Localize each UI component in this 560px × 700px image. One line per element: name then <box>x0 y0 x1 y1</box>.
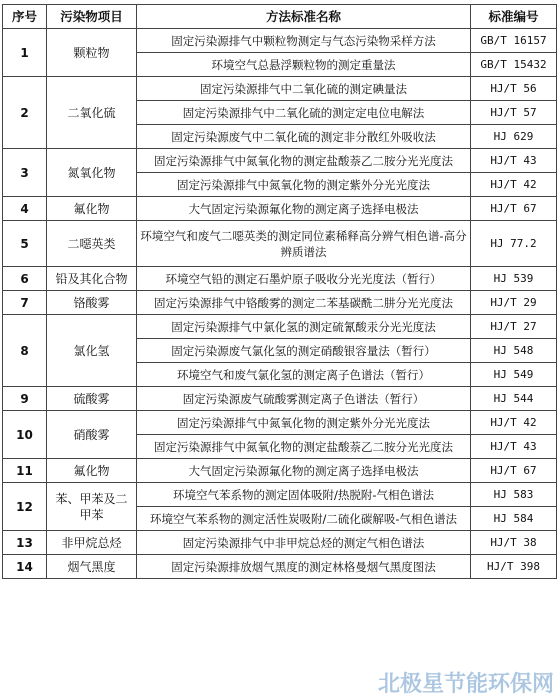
pollutant-cell: 硫酸雾 <box>47 387 137 411</box>
code-cell: HJ/T 67 <box>471 459 557 483</box>
method-cell: 固定污染源排气中氮氧化物的测定盐酸萘乙二胺分光光度法 <box>137 149 471 173</box>
code-cell: HJ 629 <box>471 125 557 149</box>
code-cell: HJ/T 43 <box>471 435 557 459</box>
watermark-logo: 北极星节能环保网 <box>377 672 554 697</box>
code-cell: HJ/T 38 <box>471 531 557 555</box>
pollutant-cell: 烟气黑度 <box>47 555 137 579</box>
row-number: 4 <box>3 197 47 221</box>
method-cell: 固定污染源排气中氮氧化物的测定紫外分光光度法 <box>137 411 471 435</box>
code-cell: HJ/T 42 <box>471 173 557 197</box>
method-cell: 固定污染源排气中氯化氢的测定硫氰酸汞分光光度法 <box>137 315 471 339</box>
pollutant-cell: 氟化物 <box>47 459 137 483</box>
table-row <box>3 411 557 435</box>
pollutant-cell: 硝酸雾 <box>47 411 137 459</box>
pollutant-cell: 颗粒物 <box>47 29 137 77</box>
row-number: 8 <box>3 315 47 387</box>
pollutant-cell: 非甲烷总烃 <box>47 531 137 555</box>
method-cell: 固定污染源废气氯化氢的测定硝酸银容量法（暂行） <box>137 339 471 363</box>
table-row <box>3 387 557 411</box>
table-row <box>3 555 557 579</box>
code-cell: HJ/T 43 <box>471 149 557 173</box>
method-cell: 固定污染源废气中二氧化硫的测定非分散红外吸收法 <box>137 125 471 149</box>
row-number: 11 <box>3 459 47 483</box>
method-cell: 固定污染源排气中铬酸雾的测定二苯基碳酰二肼分光光度法 <box>137 291 471 315</box>
row-number: 10 <box>3 411 47 459</box>
table-header-row <box>3 5 557 29</box>
pollutant-cell: 氟化物 <box>47 197 137 221</box>
row-number: 3 <box>3 149 47 197</box>
table-row <box>3 221 557 267</box>
code-cell: HJ 544 <box>471 387 557 411</box>
header-method: 方法标准名称 <box>137 5 471 29</box>
row-number: 6 <box>3 267 47 291</box>
code-cell: HJ/T 398 <box>471 555 557 579</box>
table-row <box>3 149 557 173</box>
pollutant-cell: 氮氧化物 <box>47 149 137 197</box>
table-row <box>3 459 557 483</box>
method-cell: 环境空气和废气二噁英类的测定同位素稀释高分辨气相色谱-高分辨质谱法 <box>137 221 471 267</box>
row-number: 1 <box>3 29 47 77</box>
table-row <box>3 483 557 507</box>
row-number: 12 <box>3 483 47 531</box>
code-cell: HJ 549 <box>471 363 557 387</box>
method-cell: 大气固定污染源氟化物的测定离子选择电极法 <box>137 459 471 483</box>
pollutant-cell: 二氧化硫 <box>47 77 137 149</box>
row-number: 14 <box>3 555 47 579</box>
header-pollutant: 污染物项目 <box>47 5 137 29</box>
table-row <box>3 267 557 291</box>
method-cell: 环境空气苯系物的测定活性炭吸附/二硫化碳解吸-气相色谱法 <box>137 507 471 531</box>
code-cell: HJ/T 42 <box>471 411 557 435</box>
method-cell: 固定污染源废气硫酸雾测定离子色谱法（暂行） <box>137 387 471 411</box>
method-cell: 环境空气和废气氯化氢的测定离子色谱法（暂行） <box>137 363 471 387</box>
code-cell: HJ 539 <box>471 267 557 291</box>
method-cell: 大气固定污染源氟化物的测定离子选择电极法 <box>137 197 471 221</box>
code-cell: HJ/T 56 <box>471 77 557 101</box>
code-cell: HJ 583 <box>471 483 557 507</box>
method-cell: 环境空气苯系物的测定固体吸附/热脱附-气相色谱法 <box>137 483 471 507</box>
code-cell: HJ 77.2 <box>471 221 557 267</box>
row-number: 7 <box>3 291 47 315</box>
code-cell: GB/T 15432 <box>471 53 557 77</box>
pollutant-cell: 苯、甲苯及二甲苯 <box>47 483 137 531</box>
code-cell: HJ 548 <box>471 339 557 363</box>
row-number: 2 <box>3 77 47 149</box>
method-cell: 固定污染源排气中非甲烷总烃的测定气相色谱法 <box>137 531 471 555</box>
table-row <box>3 197 557 221</box>
method-cell: 固定污染源排气中氮氧化物的测定紫外分光光度法 <box>137 173 471 197</box>
code-cell: HJ/T 67 <box>471 197 557 221</box>
method-cell: 固定污染源排气中二氧化硫的测定碘量法 <box>137 77 471 101</box>
table-row <box>3 291 557 315</box>
code-cell: HJ/T 29 <box>471 291 557 315</box>
standards-table <box>2 4 557 579</box>
row-number: 9 <box>3 387 47 411</box>
header-code: 标准编号 <box>471 5 557 29</box>
method-cell: 环境空气总悬浮颗粒物的测定重量法 <box>137 53 471 77</box>
pollutant-cell: 二噁英类 <box>47 221 137 267</box>
row-number: 5 <box>3 221 47 267</box>
code-cell: HJ/T 57 <box>471 101 557 125</box>
code-cell: HJ 584 <box>471 507 557 531</box>
method-cell: 固定污染源排气中颗粒物测定与气态污染物采样方法 <box>137 29 471 53</box>
table-row <box>3 29 557 53</box>
table-row <box>3 77 557 101</box>
pollutant-cell: 铬酸雾 <box>47 291 137 315</box>
pollutant-cell: 氯化氢 <box>47 315 137 387</box>
method-cell: 固定污染源排气中氮氧化物的测定盐酸萘乙二胺分光光度法 <box>137 435 471 459</box>
header-no: 序号 <box>3 5 47 29</box>
table-row <box>3 315 557 339</box>
table-row <box>3 531 557 555</box>
code-cell: HJ/T 27 <box>471 315 557 339</box>
code-cell: GB/T 16157 <box>471 29 557 53</box>
pollutant-cell: 铅及其化合物 <box>47 267 137 291</box>
method-cell: 固定污染源排放烟气黑度的测定林格曼烟气黑度图法 <box>137 555 471 579</box>
row-number: 13 <box>3 531 47 555</box>
table-body <box>3 29 557 579</box>
method-cell: 固定污染源排气中二氧化硫的测定定电位电解法 <box>137 101 471 125</box>
method-cell: 环境空气铅的测定石墨炉原子吸收分光光度法（暂行） <box>137 267 471 291</box>
